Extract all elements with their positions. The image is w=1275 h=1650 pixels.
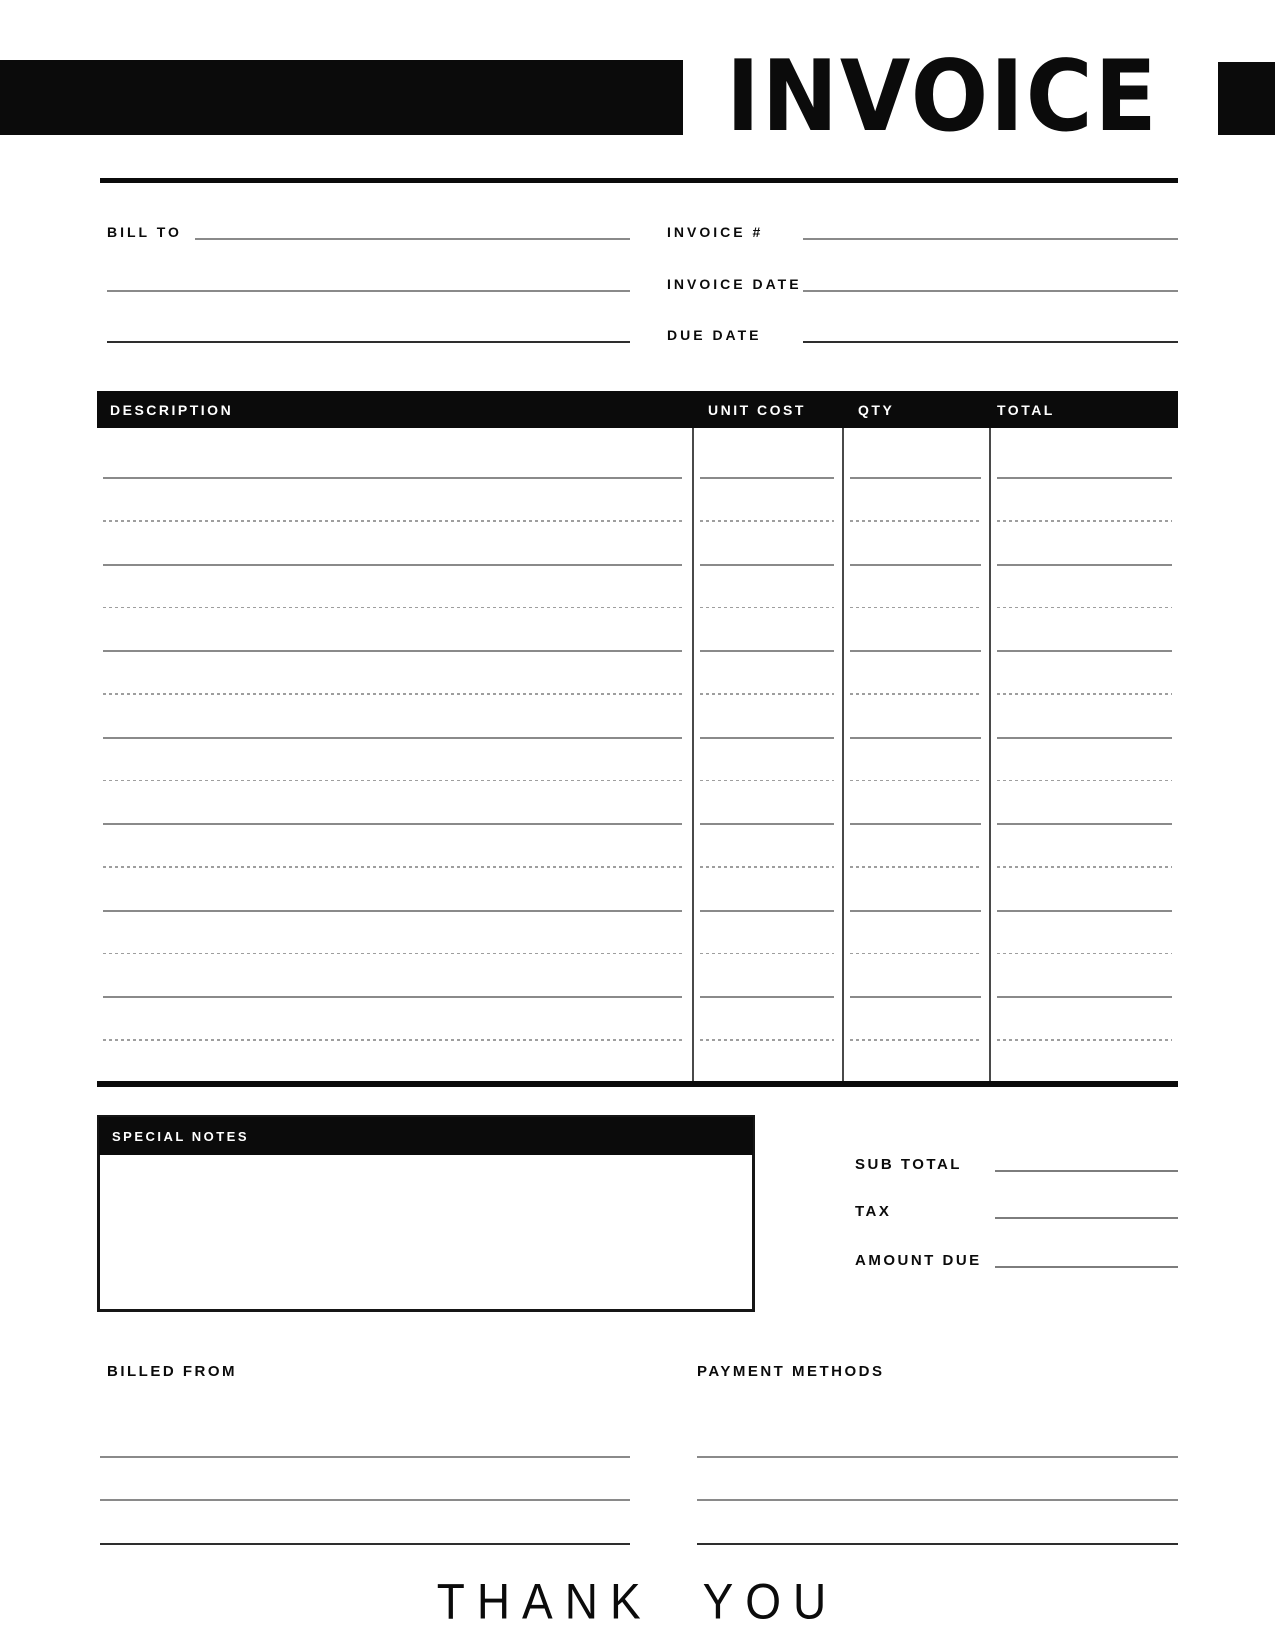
item-row-line: [97, 953, 1178, 955]
item-row-line: [97, 780, 1178, 782]
payment-methods-line-3[interactable]: [697, 1543, 1178, 1545]
billed-from-label: BILLED FROM: [107, 1363, 237, 1380]
row-rule-dashed: [103, 693, 682, 695]
row-rule-solid: [103, 910, 682, 912]
row-rule-dashed: [850, 520, 981, 522]
due-date-label: DUE DATE: [667, 327, 762, 343]
header-black-bar: [0, 60, 683, 135]
row-rule-dashed: [850, 953, 981, 955]
invoice-number-label: INVOICE #: [667, 224, 764, 240]
invoice-number-line[interactable]: [803, 238, 1178, 240]
row-rule-solid: [700, 910, 834, 912]
sub-total-line[interactable]: [995, 1170, 1178, 1172]
row-rule-dashed: [850, 1039, 981, 1041]
invoice-date-label: INVOICE DATE: [667, 276, 802, 292]
row-rule-solid: [997, 737, 1172, 739]
item-row-line: [97, 693, 1178, 695]
billed-from-line-1[interactable]: [100, 1456, 630, 1458]
item-row-line: [97, 910, 1178, 912]
item-row-line: [97, 520, 1178, 522]
payment-methods-label: PAYMENT METHODS: [697, 1363, 885, 1380]
billed-from-line-3[interactable]: [100, 1543, 630, 1545]
bill-to-line-1[interactable]: [195, 238, 630, 240]
amount-due-label: AMOUNT DUE: [855, 1252, 982, 1269]
row-rule-solid: [997, 823, 1172, 825]
row-rule-solid: [103, 737, 682, 739]
row-rule-solid: [700, 477, 834, 479]
item-row-line: [97, 866, 1178, 868]
row-rule-solid: [850, 823, 981, 825]
row-rule-solid: [850, 737, 981, 739]
special-notes-area[interactable]: [100, 1156, 752, 1309]
row-rule-solid: [850, 564, 981, 566]
row-rule-solid: [997, 650, 1172, 652]
column-divider: [692, 428, 694, 1081]
item-row-line: [97, 996, 1178, 998]
column-divider: [842, 428, 844, 1081]
column-header-description: DESCRIPTION: [110, 401, 234, 418]
sub-total-label: SUB TOTAL: [855, 1156, 962, 1173]
item-row-line: [97, 564, 1178, 566]
row-rule-solid: [700, 650, 834, 652]
row-rule-solid: [997, 910, 1172, 912]
row-rule-dashed: [997, 866, 1172, 868]
row-rule-dashed: [850, 607, 981, 609]
row-rule-dashed: [700, 866, 834, 868]
row-rule-solid: [850, 650, 981, 652]
row-rule-solid: [700, 996, 834, 998]
item-row-line: [97, 607, 1178, 609]
row-rule-dashed: [997, 1039, 1172, 1041]
row-rule-solid: [103, 823, 682, 825]
row-rule-dashed: [103, 1039, 682, 1041]
invoice-date-line[interactable]: [803, 290, 1178, 292]
row-rule-solid: [850, 477, 981, 479]
amount-due-line[interactable]: [995, 1266, 1178, 1268]
payment-methods-line-2[interactable]: [697, 1499, 1178, 1501]
tax-line[interactable]: [995, 1217, 1178, 1219]
item-row-line: [97, 477, 1178, 479]
row-rule-dashed: [850, 866, 981, 868]
row-rule-dashed: [997, 607, 1172, 609]
row-rule-solid: [103, 564, 682, 566]
due-date-line[interactable]: [803, 341, 1178, 343]
bill-to-line-2[interactable]: [107, 290, 630, 292]
header-accent-square: [1218, 62, 1275, 135]
row-rule-dashed: [700, 693, 834, 695]
row-rule-solid: [700, 737, 834, 739]
column-header-total: TOTAL: [997, 401, 1055, 418]
row-rule-dashed: [850, 693, 981, 695]
row-rule-solid: [997, 996, 1172, 998]
row-rule-solid: [850, 996, 981, 998]
row-rule-dashed: [850, 780, 981, 782]
special-notes-header-bar: [99, 1117, 753, 1155]
row-rule-dashed: [700, 1039, 834, 1041]
page-title: INVOICE: [726, 40, 1159, 154]
row-rule-solid: [103, 650, 682, 652]
tax-label: TAX: [855, 1203, 892, 1220]
row-rule-solid: [103, 477, 682, 479]
special-notes-label: SPECIAL NOTES: [112, 1128, 250, 1144]
row-rule-dashed: [700, 953, 834, 955]
bill-to-label: BILL TO: [107, 224, 182, 240]
row-rule-solid: [850, 910, 981, 912]
row-rule-dashed: [103, 520, 682, 522]
row-rule-solid: [997, 564, 1172, 566]
row-rule-solid: [997, 477, 1172, 479]
row-rule-solid: [103, 996, 682, 998]
table-bottom-rule: [97, 1081, 1178, 1087]
row-rule-dashed: [103, 866, 682, 868]
payment-methods-line-1[interactable]: [697, 1456, 1178, 1458]
row-rule-dashed: [103, 607, 682, 609]
row-rule-solid: [700, 823, 834, 825]
row-rule-dashed: [700, 780, 834, 782]
item-row-line: [97, 1039, 1178, 1041]
billed-from-line-2[interactable]: [100, 1499, 630, 1501]
bill-to-line-3[interactable]: [107, 341, 630, 343]
row-rule-dashed: [997, 953, 1172, 955]
special-notes-box: [97, 1115, 755, 1312]
table-header-bar: [97, 391, 1178, 428]
thank-you-text: THANK YOU: [436, 1573, 839, 1630]
column-divider: [989, 428, 991, 1081]
row-rule-dashed: [103, 780, 682, 782]
row-rule-dashed: [997, 693, 1172, 695]
column-header-unit-cost: UNIT COST: [708, 401, 806, 418]
row-rule-dashed: [700, 607, 834, 609]
items-table: [97, 391, 1178, 1087]
row-rule-solid: [700, 564, 834, 566]
header-divider-rule: [100, 178, 1178, 183]
row-rule-dashed: [103, 953, 682, 955]
row-rule-dashed: [997, 780, 1172, 782]
item-row-line: [97, 737, 1178, 739]
column-header-qty: QTY: [858, 401, 895, 418]
item-row-line: [97, 823, 1178, 825]
row-rule-dashed: [700, 520, 834, 522]
item-row-line: [97, 650, 1178, 652]
row-rule-dashed: [997, 520, 1172, 522]
